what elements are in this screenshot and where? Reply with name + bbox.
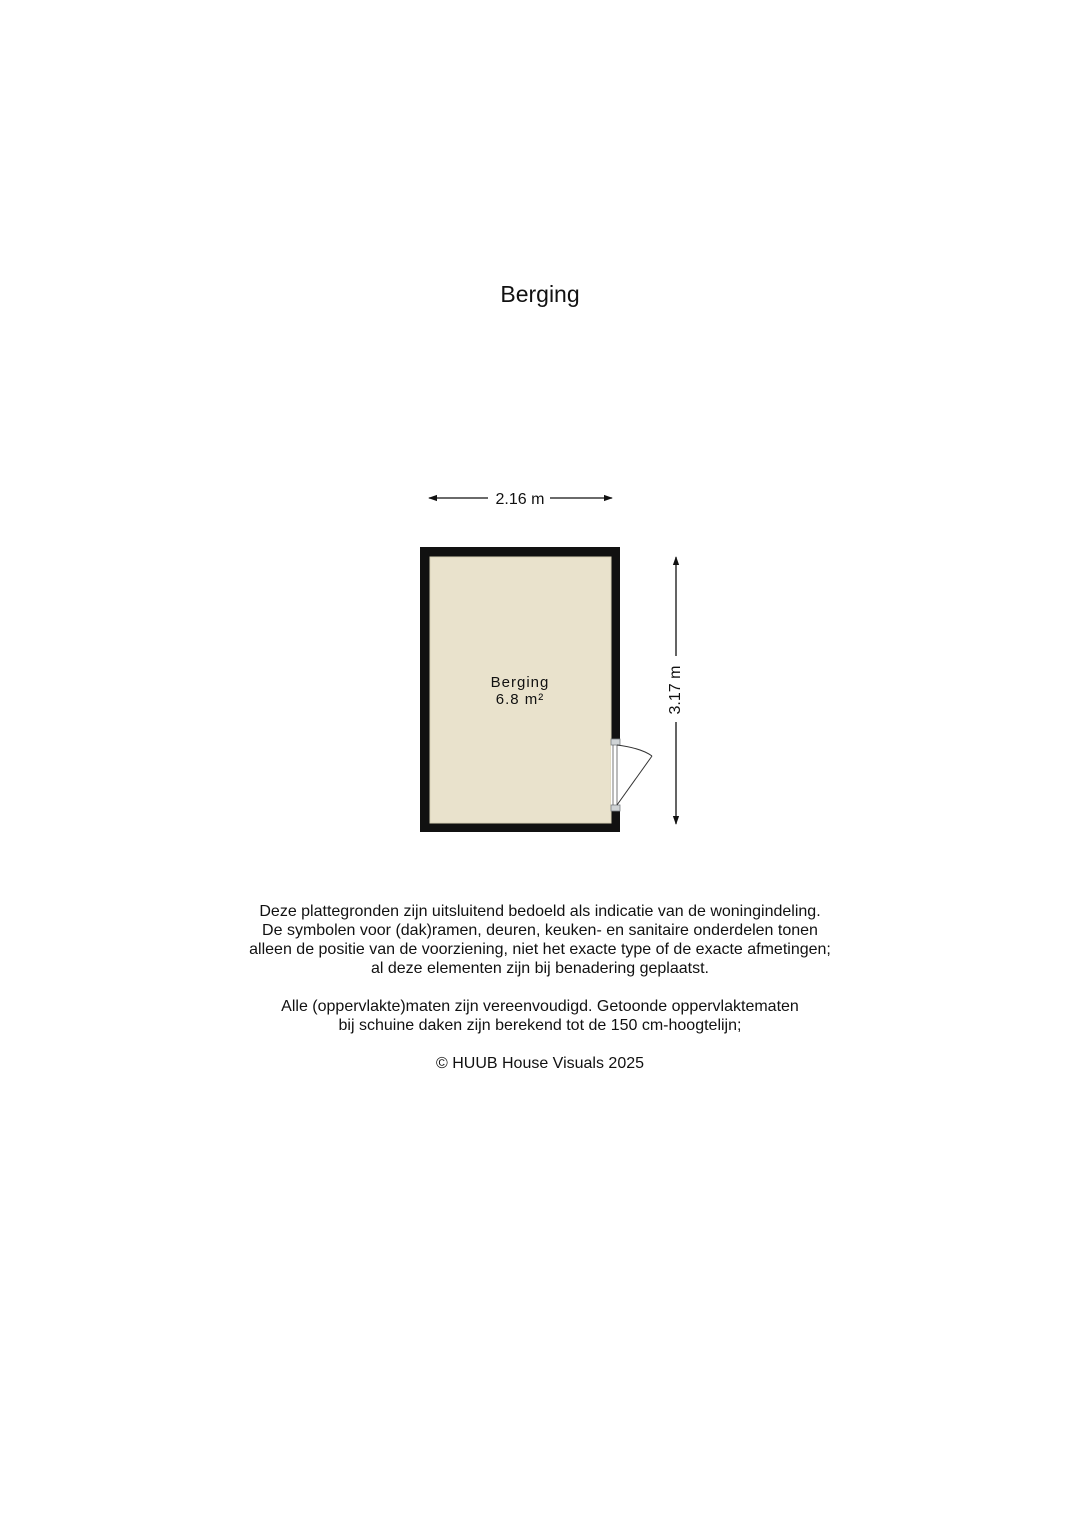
floor-title: Berging [500, 281, 580, 307]
disclaimer-line: alleen de positie van de voorziening, niet het exacte type of de exacte afmetingen; [249, 941, 831, 958]
disclaimer [0, 902, 1080, 1073]
door-opening [611, 739, 620, 811]
door-symbol [611, 739, 652, 811]
door-swing-arc [617, 745, 652, 756]
room-area-label: 6.8 m² [495, 691, 545, 708]
width-dimension [429, 491, 612, 508]
paragraph-spacer [0, 1035, 1080, 1054]
depth-dimension-label: 3.17 m [667, 665, 685, 715]
room-berging [420, 547, 620, 832]
disclaimer-line: bij schuine daken zijn berekend tot de 150 cm-hoogtelijn; [338, 1017, 742, 1034]
width-dimension-label: 2.16 m [495, 491, 545, 508]
depth-dimension [667, 557, 684, 824]
disclaimer-line: al deze elementen zijn bij benadering geplaatst. [370, 960, 709, 977]
door-jamb-bottom [611, 805, 620, 811]
disclaimer-line: Deze plattegronden zijn uitsluitend bedoeld als indicatie van de woningindeling. [259, 903, 821, 920]
room-name-label: Berging [490, 674, 550, 691]
door-leaf [617, 756, 652, 805]
copyright-notice: © HUUB House Visuals 2025 [435, 1055, 645, 1072]
disclaimer-line: Alle (oppervlakte)maten zijn vereenvoudigd. Getoonde oppervlaktematen [281, 998, 799, 1015]
paragraph-spacer [0, 978, 1080, 997]
disclaimer-line: De symbolen voor (dak)ramen, deuren, keuken- en sanitaire onderdelen tonen [262, 922, 818, 939]
door-jamb-top [611, 739, 620, 745]
